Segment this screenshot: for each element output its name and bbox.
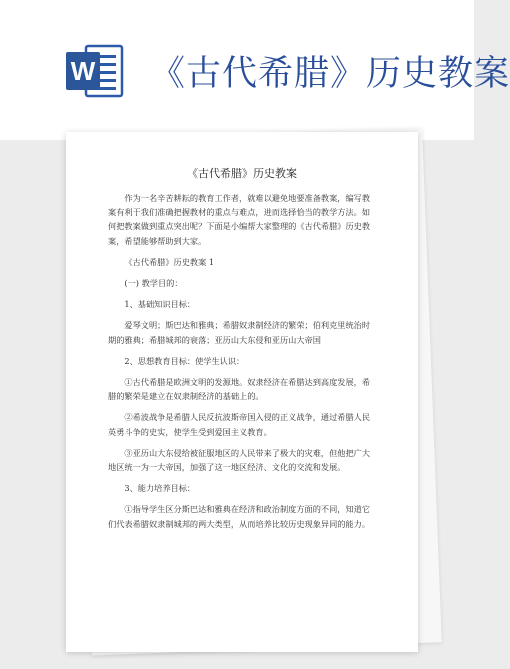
banner [0, 0, 510, 140]
section-heading: 《古代希腊》历史教案 1 [124, 256, 215, 267]
banner-title: 《古代希腊》历史教案 [150, 54, 510, 94]
word-logo-letter: W [70, 56, 96, 86]
subsection-heading: (一) 教学目的： [124, 278, 183, 289]
objective-paragraph: ②希波战争是希腊人民反抗波斯帝国入侵的正义战争，通过希腊人民英勇斗争的史实，使学生受到爱国主义教育。 [108, 412, 371, 437]
document-title: 《古代希腊》历史教案 [187, 167, 297, 180]
document-page [66, 132, 418, 652]
intro-paragraph: 作为一名辛苦耕耘的教育工作者，就难以避免地要准备教案，编写教案有利于我们准确把握教材的重点与难点，进而选择恰当的教学方法。如何把教案做到重点突出呢？下面是小编帮大家整理的《古代希腊》历史教案，希望能够帮助到大家。 [108, 193, 371, 246]
objective-heading: 2、思想教育目标：使学生认识： [124, 355, 245, 366]
objective-paragraph: ①古代希腊是欧洲文明的发源地。奴隶经济在希腊达到高度发展，希腊的繁荣是建立在奴隶制经济的基础上的。 [108, 377, 371, 402]
document-body [108, 191, 376, 538]
objective-paragraph: ①指导学生区分斯巴达和雅典在经济和政治制度方面的不同，知道它们代表希腊奴隶制城邦的两大类型，从而培养比较历史现象异同的能力。 [108, 504, 371, 529]
objective-heading: 3、能力培养目标： [124, 483, 196, 494]
objective-paragraph: ③亚历山大东侵给被征服地区的人民带来了极大的灾难，但他把广大地区统一为一大帝国，加强了这一地区经济、文化的交流和发展。 [108, 447, 371, 473]
word-logo-icon [64, 40, 126, 102]
objective-paragraph: 爱琴文明；斯巴达和雅典；希腊奴隶制经济的繁荣；伯利克里统治时期的雅典；希腊城邦的衰落；亚历山大东侵和亚历山大帝国 [108, 320, 371, 345]
objective-heading: 1、基础知识目标： [124, 299, 196, 310]
